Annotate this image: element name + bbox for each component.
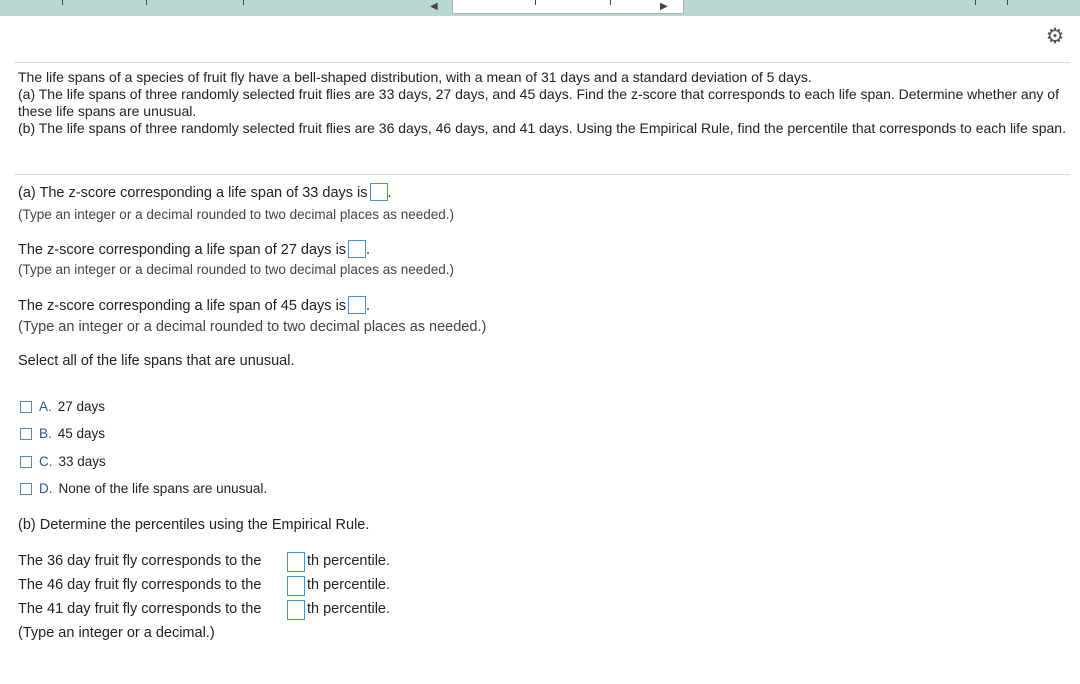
toolbar-tick (535, 0, 536, 5)
option-c[interactable] (20, 454, 106, 470)
percentile-input-46[interactable] (287, 576, 305, 596)
toolbar-tick (1007, 0, 1008, 5)
option-text: 33 days (58, 454, 106, 469)
percentile-input-41[interactable] (287, 600, 305, 620)
option-letter: C. (39, 454, 53, 469)
zscore-question-33 (18, 183, 392, 201)
divider (14, 62, 1070, 63)
gear-icon[interactable]: ⚙ (1045, 25, 1065, 48)
problem-statement (18, 69, 1068, 137)
divider (14, 174, 1070, 175)
zscore-input-27[interactable] (348, 240, 366, 258)
problem-part-b: (b) The life spans of three randomly selected fruit flies are 36 days, 46 days, and 41 days. Using the Empirical Rule, find the percentile that corresponds to each life span. (18, 120, 1066, 136)
percentile-suffix-36: th percentile. (307, 553, 391, 569)
zscore-question-27 (18, 240, 370, 258)
right-arrow-icon[interactable]: ▶ (660, 1, 668, 12)
top-toolbar (0, 0, 1080, 16)
toolbar-tick (975, 0, 976, 5)
option-d[interactable] (20, 481, 267, 497)
option-a[interactable] (20, 399, 105, 415)
zscore-hint-33: (Type an integer or a decimal rounded to two decimal places as needed.) (18, 207, 455, 222)
percentile-suffix-41: th percentile. (307, 601, 391, 617)
problem-part-a: (a) The life spans of three randomly selected fruit flies are 33 days, 27 days, and 45 days. Find the z-score that corresponds to each life span. Determine whether any of these life spans are unusual. (18, 86, 1059, 119)
option-letter: D. (39, 481, 53, 496)
percentile-label-41: The 41 day fruit fly corresponds to the (18, 601, 262, 617)
option-d-checkbox[interactable] (20, 483, 32, 495)
option-b-checkbox[interactable] (20, 428, 32, 440)
option-text: 45 days (57, 426, 106, 441)
zscore-label-27: The z-score corresponding a life span of 27 days is (18, 242, 347, 258)
percentile-input-36[interactable] (287, 552, 305, 572)
zscore-label-33: (a) The z-score corresponding a life span of 33 days is (18, 185, 368, 201)
toolbar-tick (243, 0, 244, 5)
part-b-heading: (b) Determine the percentiles using the Empirical Rule. (18, 517, 370, 533)
option-letter: B. (39, 426, 52, 441)
option-letter: A. (39, 399, 52, 414)
zscore-label-45: The z-score corresponding a life span of 45 days is (18, 298, 347, 314)
zscore-question-45 (18, 296, 370, 314)
zscore-hint-45: (Type an integer or a decimal rounded to two decimal places as needed.) (18, 319, 487, 335)
option-c-checkbox[interactable] (20, 456, 32, 468)
toolbar-tick (62, 0, 63, 5)
option-b[interactable] (20, 426, 105, 442)
zscore-input-33[interactable] (370, 183, 388, 201)
toolbar-tick (610, 0, 611, 5)
option-text: None of the life spans are unusual. (58, 481, 268, 496)
period: . (366, 298, 371, 314)
percentile-suffix-46: th percentile. (307, 577, 391, 593)
percentile-label-36: The 36 day fruit fly corresponds to the (18, 553, 262, 569)
problem-intro: The life spans of a species of fruit fly have a bell-shaped distribution, with a mean of 31 days and a standard deviation of 5 days. (18, 69, 812, 85)
question-navigator[interactable] (452, 0, 684, 14)
option-text: 27 days (57, 399, 106, 414)
zscore-input-45[interactable] (348, 296, 366, 314)
option-a-checkbox[interactable] (20, 401, 32, 413)
period: . (387, 185, 392, 201)
period: . (366, 242, 371, 258)
toolbar-tick (146, 0, 147, 5)
percentile-label-46: The 46 day fruit fly corresponds to the (18, 577, 262, 593)
zscore-hint-27: (Type an integer or a decimal rounded to two decimal places as needed.) (18, 262, 455, 277)
left-arrow-icon[interactable]: ◀ (430, 1, 438, 12)
select-prompt: Select all of the life spans that are unusual. (18, 353, 295, 369)
percentile-hint: (Type an integer or a decimal.) (18, 625, 215, 641)
